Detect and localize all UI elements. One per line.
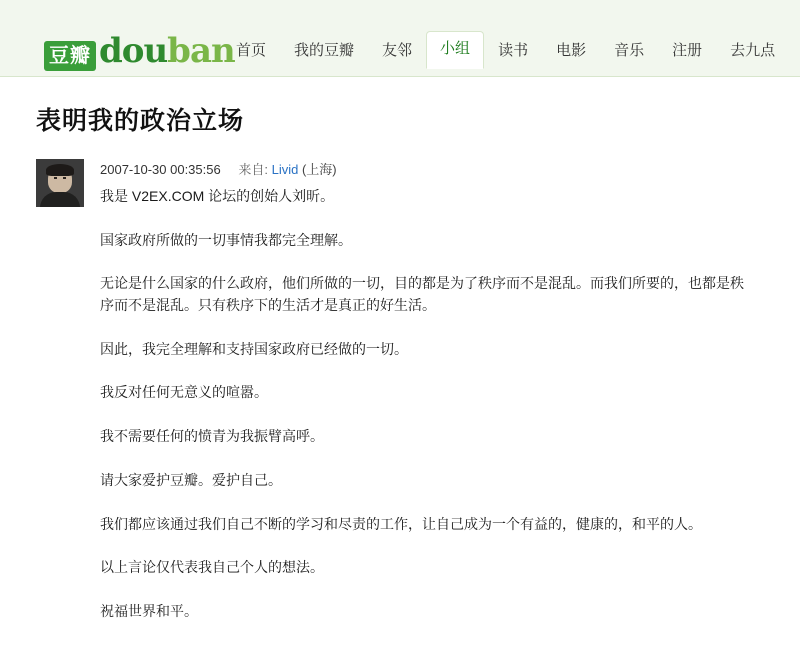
logo-word-second: ban — [167, 31, 235, 71]
nav-item-home[interactable]: 首页 — [236, 42, 267, 59]
post-paragraph: 国家政府所做的一切事情我都完全理解。 — [100, 231, 352, 248]
post-paragraph: 因此，我完全理解和支持国家政府已经做的一切。 — [100, 340, 408, 357]
content-area — [0, 101, 800, 645]
logo-wordmark — [99, 31, 235, 71]
nav-item-music[interactable]: 音乐 — [614, 42, 645, 59]
post-author-location: (上海) — [301, 162, 337, 177]
avatar-hair — [46, 164, 74, 176]
logo-word-first: dou — [99, 31, 168, 71]
avatar-shoulders — [40, 192, 80, 207]
post-paragraph: 无论是什么国家的什么政府，他们所做的一切，目的都是为了秩序而不是混乱。而我们所要的，也都是秩序而不是混乱。只有秩序下的生活才是真正的好生活。 — [100, 275, 744, 314]
page-title: 表明我的政治立场 — [36, 107, 245, 135]
nav-item-groups[interactable]: 小组 — [426, 31, 484, 69]
site-header — [0, 0, 800, 77]
post-author-link[interactable]: Livid — [271, 162, 299, 177]
post-paragraph: 以上言论仅代表我自己个人的想法。 — [100, 559, 324, 576]
nav-item-friends[interactable]: 友邻 — [382, 42, 413, 59]
douban-logo[interactable] — [44, 31, 235, 71]
avatar-eye-left — [54, 177, 57, 179]
avatar[interactable] — [36, 159, 84, 207]
post-from-label: 来自: — [238, 162, 268, 177]
post-paragraph: 我是 V2EX.COM 论坛的创始人刘昕。 — [100, 188, 335, 204]
post-date: 2007-10-30 00:35:56 — [100, 162, 221, 177]
nav-item-my-douban[interactable]: 我的豆瓣 — [294, 42, 355, 59]
main-navigation — [222, 30, 789, 68]
nav-item-books[interactable]: 读书 — [498, 42, 529, 59]
post-paragraph: 我们都应该通过我们自己不断的学习和尽责的工作，让自己成为一个有益的，健康的，和平的人。 — [100, 515, 702, 532]
avatar-eye-right — [63, 177, 66, 179]
post-body — [100, 155, 764, 645]
post-paragraph: 请大家爱护豆瓣。爱护自己。 — [100, 471, 282, 488]
post-meta — [100, 159, 764, 178]
nav-item-nine-points[interactable]: 去九点 — [730, 42, 776, 59]
post-paragraph: 我不需要任何的愤青为我振臂高呼。 — [100, 428, 324, 445]
post-paragraph: 祝福世界和平。 — [100, 602, 198, 619]
post-content — [100, 186, 764, 623]
nav-item-register[interactable]: 注册 — [672, 42, 703, 59]
post-block — [36, 155, 764, 645]
post-paragraph: 我反对任何无意义的喧嚣。 — [100, 384, 268, 401]
logo-mark-text: 豆瓣 — [44, 41, 96, 71]
nav-item-movies[interactable]: 电影 — [556, 42, 587, 59]
